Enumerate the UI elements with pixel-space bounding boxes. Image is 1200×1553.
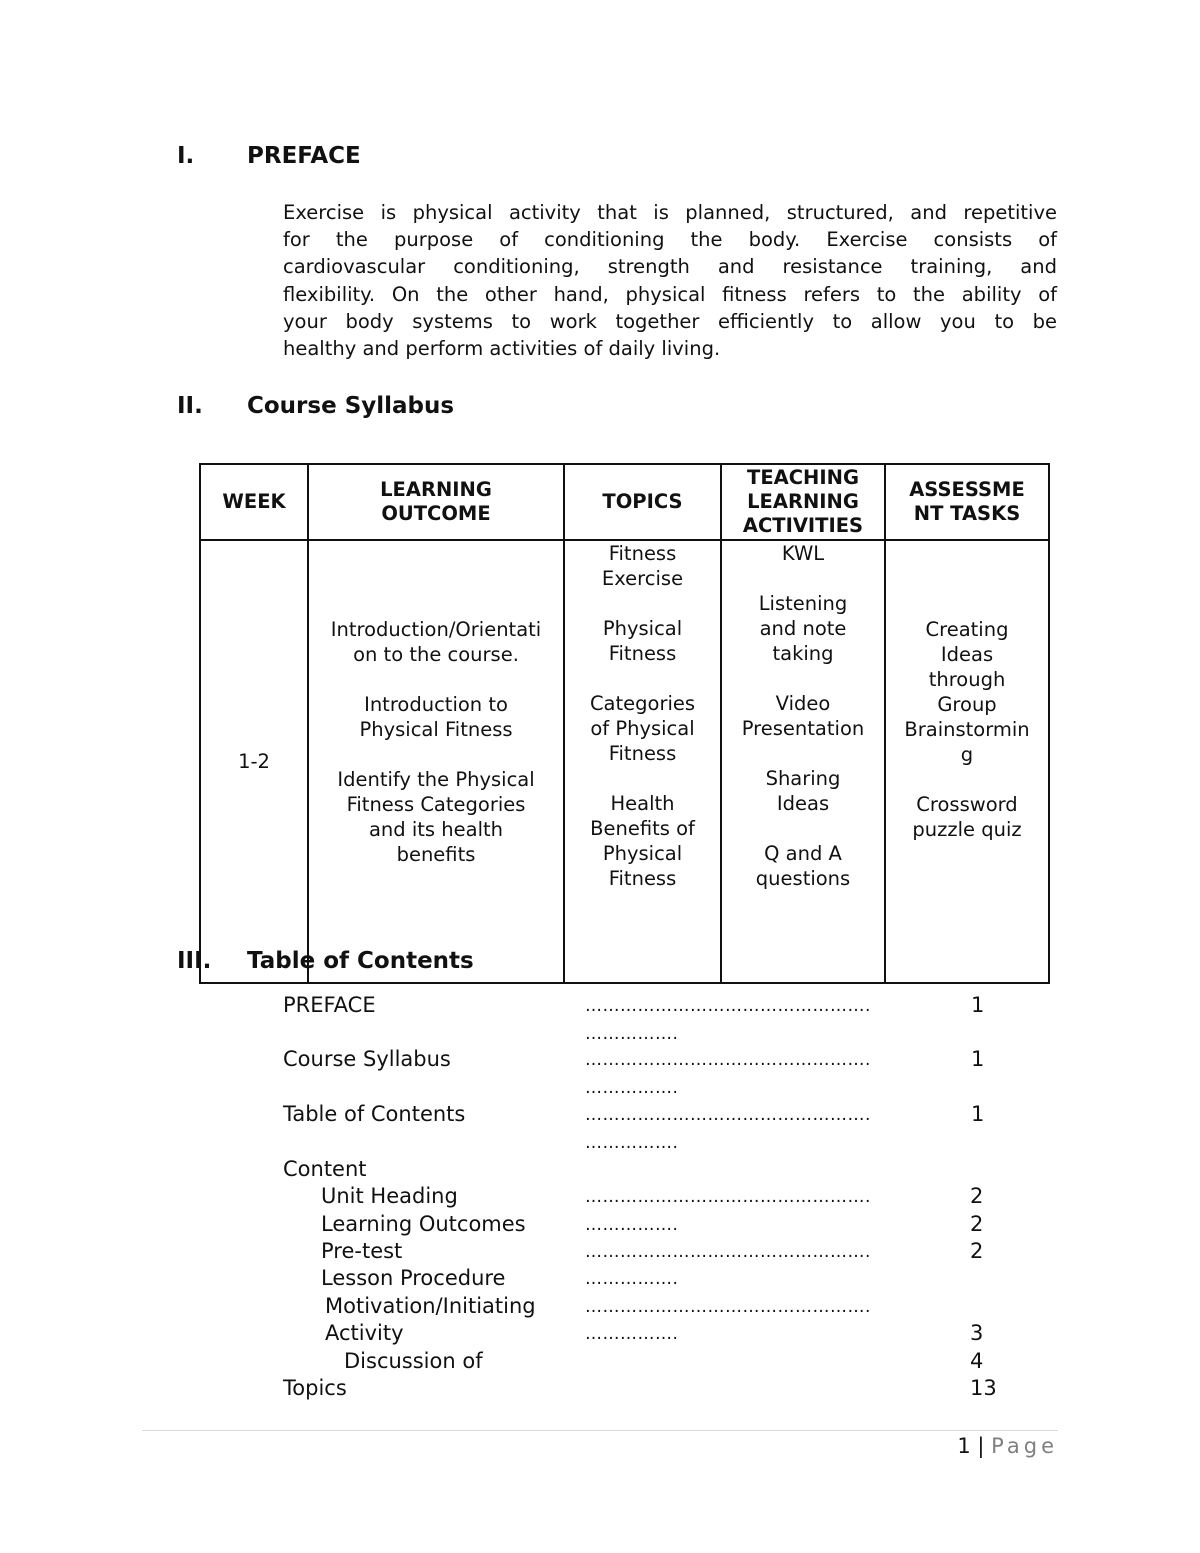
- toc-dots: ………………………………………….: [585, 1187, 871, 1207]
- toc-dots: …………….: [585, 1269, 679, 1289]
- toc-page-number: 2: [970, 1239, 984, 1263]
- toc-page-number: 1: [971, 1047, 985, 1071]
- toc-dots: …………….: [585, 1324, 679, 1344]
- preface-paragraph: [283, 199, 1057, 362]
- section-number-syllabus: II.: [177, 393, 203, 419]
- toc-entry-unit-heading[interactable]: Unit Heading: [321, 1184, 458, 1208]
- toc-dots: ………………………………………….: [585, 1050, 871, 1070]
- toc-entry-topics[interactable]: Topics: [283, 1376, 347, 1400]
- header-teaching-learning-activities: TEACHING LEARNING ACTIVITIES: [721, 464, 885, 540]
- cell-topics: Fitness Exercise Physical Fitness Categories of Physical Fitness Health Benefits of Physical Fitness: [564, 540, 721, 983]
- toc-entry-activity[interactable]: Activity: [325, 1321, 404, 1345]
- toc-entry-discussion[interactable]: Discussion of: [344, 1349, 483, 1373]
- section-number-toc: III.: [177, 948, 212, 974]
- footer-separator: |: [977, 1434, 985, 1458]
- header-topics: TOPICS: [564, 464, 721, 540]
- section-title-preface: PREFACE: [247, 143, 361, 169]
- toc-dots: ………………………………………….: [585, 996, 871, 1016]
- toc-entry-content[interactable]: Content: [283, 1157, 367, 1181]
- preface-line: cardiovascular conditioning, strength and resistance training, and: [283, 255, 1057, 279]
- toc-dots: …………….: [585, 1024, 679, 1044]
- footer-page-label: Page: [991, 1434, 1058, 1458]
- cell-learning-outcomes: Introduction/Orientati on to the course. Introduction to Physical Fitness Identify the Physical Fitness Categories and its health benefits: [308, 540, 564, 983]
- preface-line: Exercise is physical activity that is planned, structured, and repetitive: [283, 201, 1057, 224]
- footer-page-number: 1: [957, 1434, 971, 1458]
- preface-line: flexibility. On the other hand, physical fitness refers to the ability of: [283, 282, 1057, 306]
- toc-entry-table-of-contents[interactable]: Table of Contents: [283, 1102, 466, 1126]
- syllabus-table: [199, 463, 1050, 984]
- toc-page-number: 4: [970, 1349, 984, 1373]
- footer-divider: [142, 1430, 1058, 1431]
- toc-entry-course-syllabus[interactable]: Course Syllabus: [283, 1047, 451, 1071]
- toc-entry-learning-outcomes[interactable]: Learning Outcomes: [321, 1212, 526, 1236]
- section-title-toc: Table of Contents: [247, 948, 474, 974]
- page-footer: [957, 1434, 1058, 1458]
- toc-entry-preface[interactable]: PREFACE: [283, 993, 376, 1017]
- toc-entry-pre-test[interactable]: Pre-test: [321, 1239, 403, 1263]
- preface-line: healthy and perform activities of daily living.: [283, 337, 721, 361]
- toc-page-number: 1: [971, 993, 985, 1017]
- cell-week: 1-2: [200, 540, 308, 983]
- toc-entry-lesson-procedure[interactable]: Lesson Procedure: [321, 1266, 506, 1290]
- toc-dots: ………………………………………….: [585, 1242, 871, 1262]
- header-assessment-tasks: ASSESSME NT TASKS: [885, 464, 1049, 540]
- preface-line: for the purpose of conditioning the body. Exercise consists of: [283, 228, 1057, 252]
- section-number-preface: I.: [177, 143, 195, 169]
- syllabus-header-row: [200, 464, 1049, 540]
- toc-dots: ………………………………………….: [585, 1297, 871, 1317]
- section-title-syllabus: Course Syllabus: [247, 393, 455, 419]
- cell-assessment-tasks: Creating Ideas through Group Brainstormin g Crossword puzzle quiz: [885, 540, 1049, 983]
- toc-dots: …………….: [585, 1078, 679, 1098]
- toc-dots: ………………………………………….: [585, 1105, 871, 1125]
- cell-teaching-activities: KWL Listening and note taking Video Presentation Sharing Ideas Q and A questions: [721, 540, 885, 983]
- header-week: WEEK: [200, 464, 308, 540]
- toc-page-number: 1: [971, 1102, 985, 1126]
- toc-page-number: 13: [970, 1376, 997, 1400]
- syllabus-row: [200, 540, 1049, 983]
- preface-line: your body systems to work together efficiently to allow you to be: [283, 309, 1057, 333]
- toc-page-number: 2: [970, 1212, 984, 1236]
- header-learning-outcome: LEARNING OUTCOME: [308, 464, 564, 540]
- toc-entry-motivation[interactable]: Motivation/Initiating: [325, 1294, 536, 1318]
- toc-dots: …………….: [585, 1215, 679, 1235]
- toc-dots: …………….: [585, 1133, 679, 1153]
- toc-page-number: 2: [970, 1184, 984, 1208]
- toc-page-number: 3: [970, 1321, 984, 1345]
